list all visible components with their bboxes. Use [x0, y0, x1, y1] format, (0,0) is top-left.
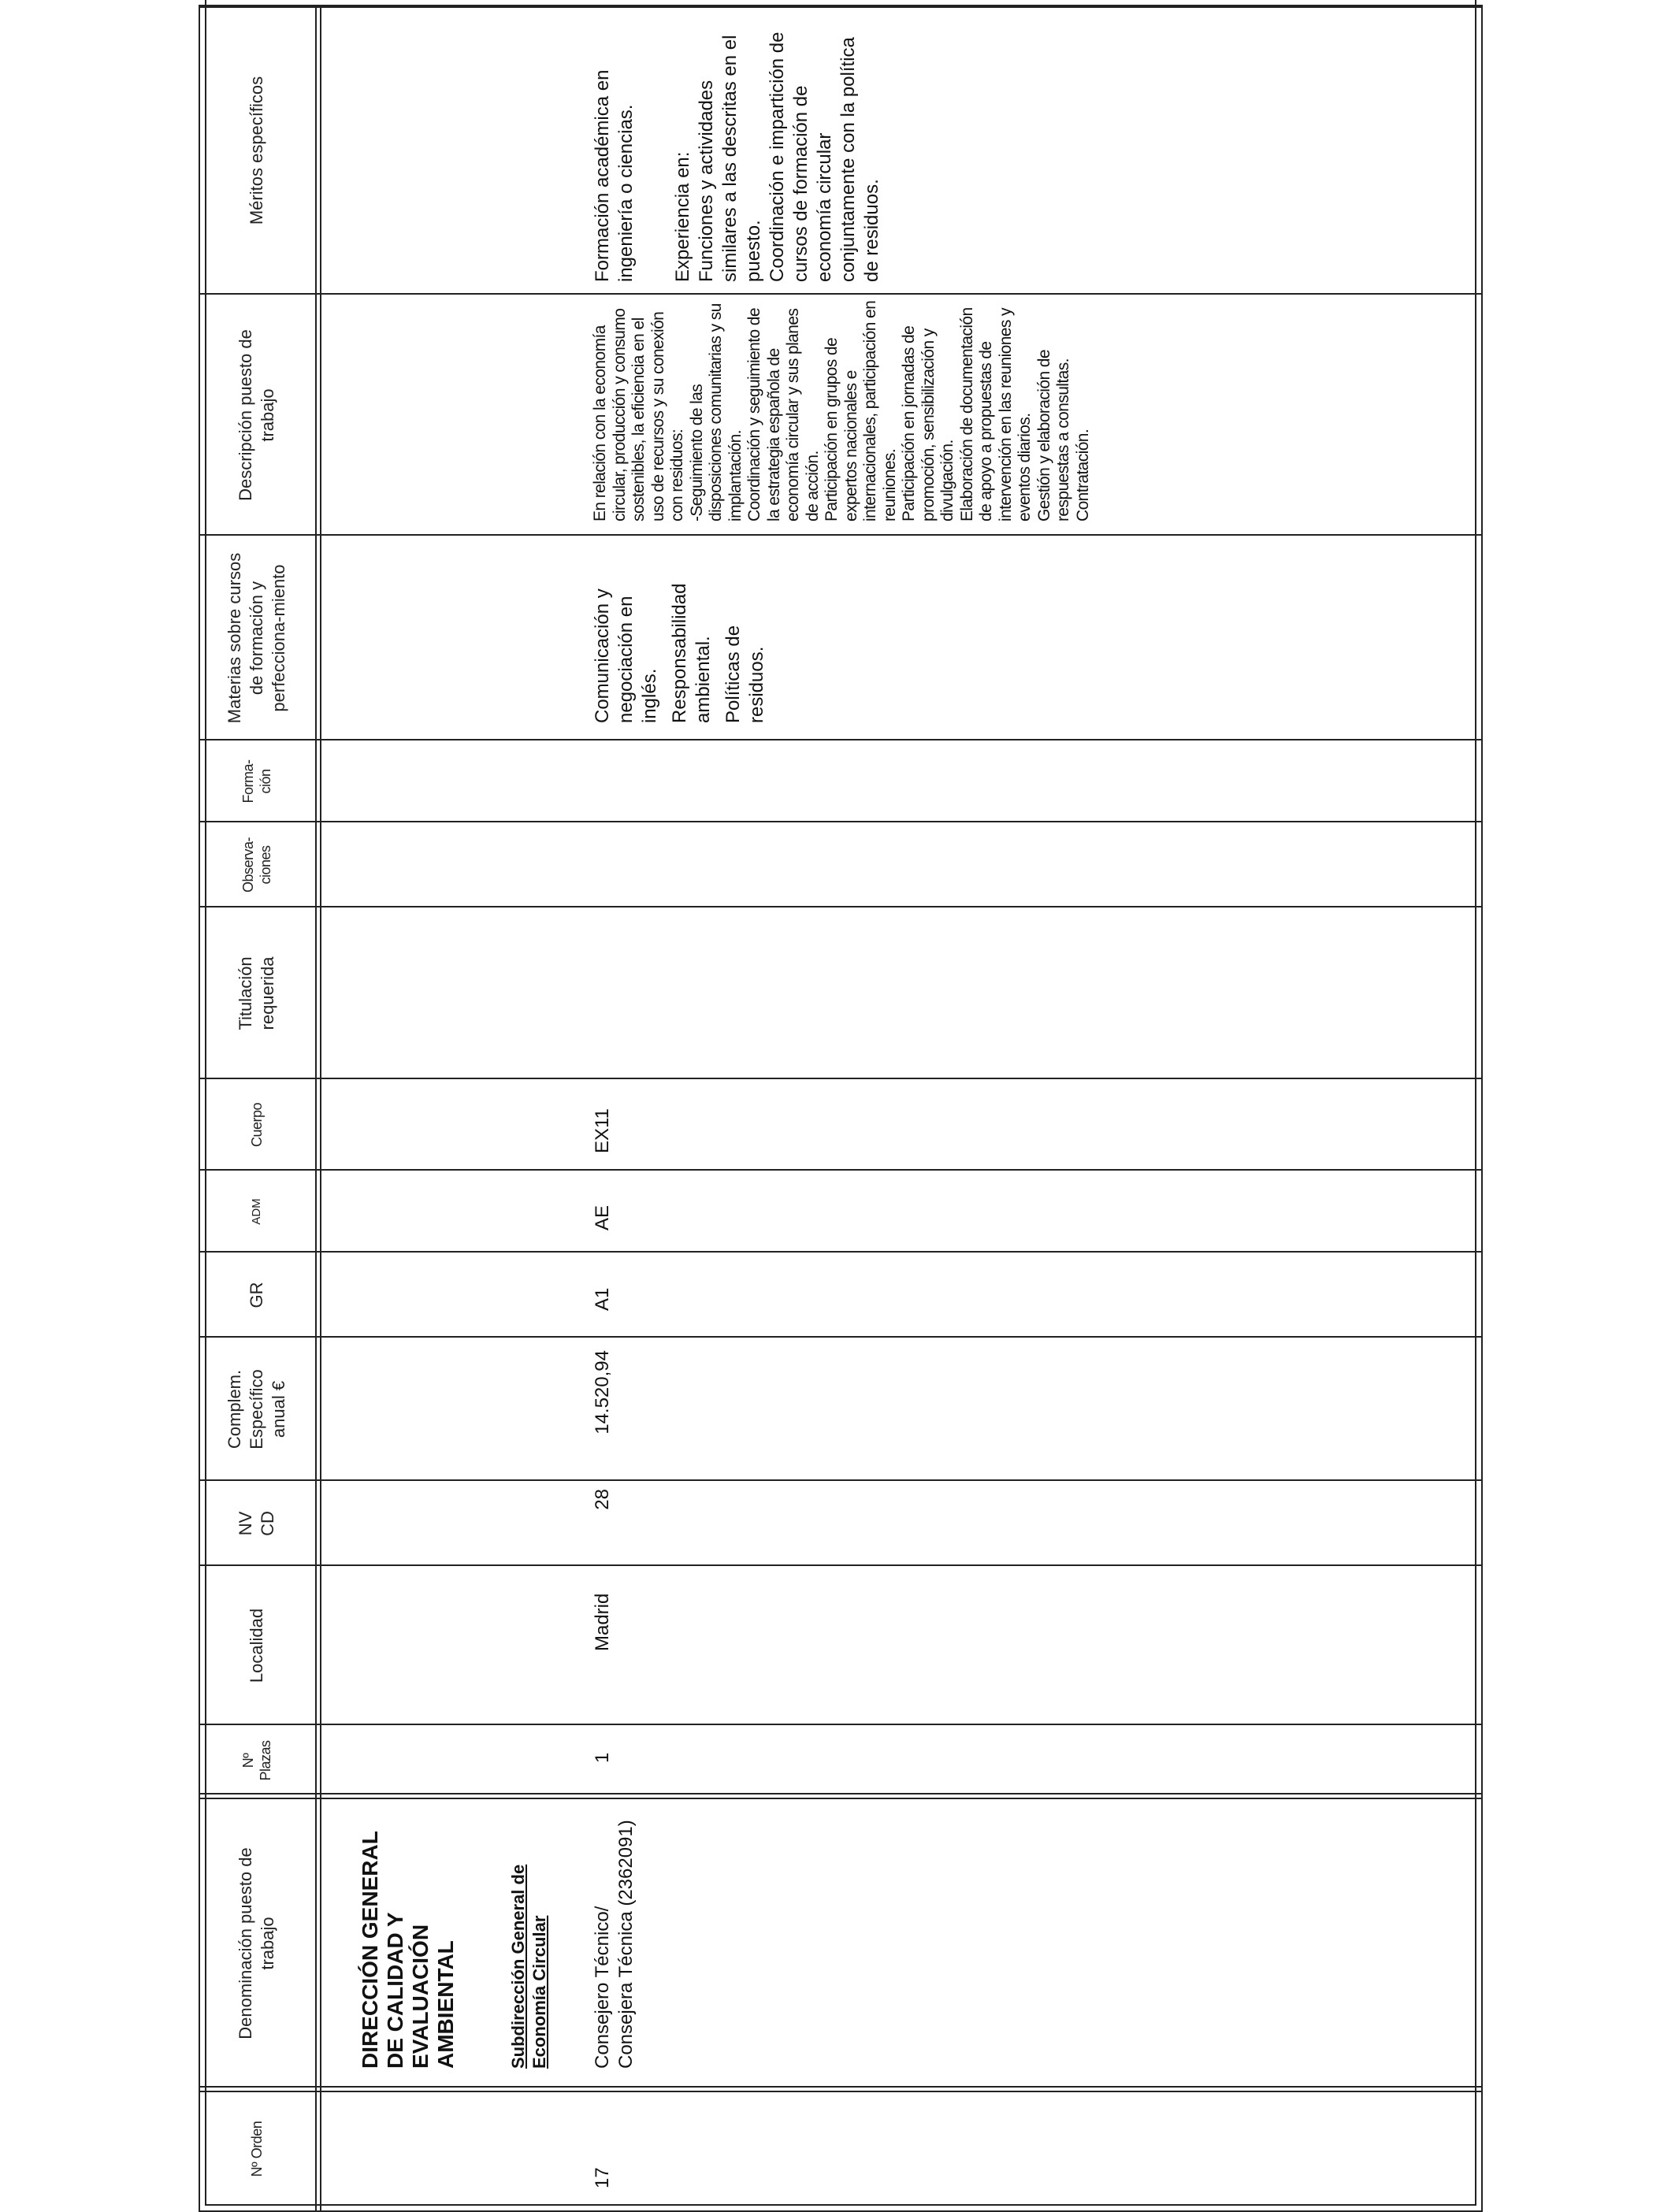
- header-titulacion: Titulación requerida: [236, 956, 277, 1030]
- col-sep: [199, 1564, 1483, 1566]
- col-sep: [199, 1078, 1483, 1079]
- header-meritos: Méritos específicos: [247, 76, 266, 225]
- col-sep: [199, 1798, 1483, 1799]
- cell-plazas: 1: [592, 1752, 613, 1763]
- col-sep: [199, 1251, 1483, 1253]
- cell-denominacion-2: Consejera Técnica (2362091): [615, 1820, 637, 2069]
- descripcion-item: Participación en jornadas de promoción, sensibilización y divulgación.: [900, 325, 956, 521]
- descripcion-item: -Seguimiento de las disposiciones comunitarias y su implantación.: [687, 303, 745, 521]
- cell-complemento: 14.520,94: [592, 1350, 613, 1434]
- col-sep: [199, 821, 1483, 822]
- header-materias: Materias sobre cursos de formación y perfecciona-miento: [225, 552, 288, 724]
- descripcion-item: En relación con la economía circular, producción y consumo sostenibles, la eficiencia en el uso de recursos y su conexión con residuos:: [591, 308, 686, 521]
- col-sep: [199, 1336, 1483, 1338]
- header-complemento: Complem. Específico anual €: [225, 1369, 288, 1449]
- col-sep: [199, 739, 1483, 740]
- header-adm: ADM: [250, 1198, 263, 1225]
- merito-item: Coordinación e impartición de cursos de formación de economía circular conjuntamente con la política de residuos.: [767, 32, 882, 282]
- merito-item: Funciones y actividades similares a las descritas en el puesto.: [696, 35, 764, 282]
- col-sep: [199, 534, 1483, 536]
- header-nivel: NV CD: [236, 1511, 277, 1536]
- header-divider: [315, 6, 317, 2212]
- cell-cuerpo: EX11: [592, 1108, 613, 1153]
- col-sep: [199, 5, 1483, 6]
- cell-descripcion: [591, 295, 1093, 521]
- materia-item: Responsabilidad ambiental.: [669, 583, 714, 723]
- org-direccion: DIRECCIÓN GENERAL DE CALIDAD Y EVALUACIÓN AMBIENTAL: [358, 1831, 458, 2069]
- header-grupo: GR: [247, 1282, 266, 1308]
- col-sep: [199, 1724, 1483, 1725]
- org-subdireccion: Subdirección General de Economía Circular: [508, 1864, 549, 2069]
- cell-grupo: A1: [592, 1287, 613, 1311]
- col-sep: [199, 1479, 1483, 1481]
- descripcion-item: Elaboración de documentación de apoyo a propuestas de intervención en las reuniones y eventos diarios.: [957, 307, 1034, 521]
- col-sep: [199, 1169, 1483, 1171]
- header-observaciones: Observa-ciones: [240, 837, 273, 893]
- cell-adm: AE: [592, 1204, 613, 1230]
- header-cuerpo: Cuerpo: [249, 1102, 265, 1148]
- merito-item: Experiencia en:: [672, 151, 693, 282]
- header-orden: Nº Orden: [249, 2121, 265, 2177]
- descripcion-item: Contratación.: [1073, 429, 1092, 521]
- cell-localidad: Madrid: [592, 1593, 613, 1651]
- cell-orden: 17: [592, 2167, 613, 2188]
- descripcion-item: Gestión y elaboración de respuestas a consultas.: [1034, 350, 1072, 521]
- merito-item: Formación académica en ingeniería o ciencias.: [592, 69, 637, 282]
- col-sep: [199, 906, 1483, 907]
- materia-item: Políticas de residuos.: [722, 625, 767, 723]
- rotated-table: [199, 6, 1483, 2212]
- header-plazas: Nº Plazas: [240, 1740, 273, 1781]
- col-sep: [199, 2091, 1483, 2092]
- materia-item: Comunicación y negociación en inglés.: [592, 588, 660, 723]
- header-descripcion: Descripción puesto de trabajo: [236, 329, 277, 501]
- descripcion-item: Participación en grupos de expertos nacionales e internacionales, participación en reuniones.: [823, 300, 899, 521]
- cell-denominacion-1: Consejero Técnico/: [592, 1906, 613, 2069]
- descripcion-item: Coordinación y seguimiento de la estrategia española de economía circular y sus planes de acción.: [745, 308, 822, 521]
- cell-materias: [591, 558, 775, 723]
- header-localidad: Localidad: [247, 1608, 266, 1683]
- header-denominacion: Denominación puesto de trabajo: [236, 1847, 277, 2039]
- cell-meritos: [591, 14, 884, 282]
- header-formacion: Forma-ción: [240, 759, 273, 804]
- cell-nivel: 28: [592, 1489, 613, 1510]
